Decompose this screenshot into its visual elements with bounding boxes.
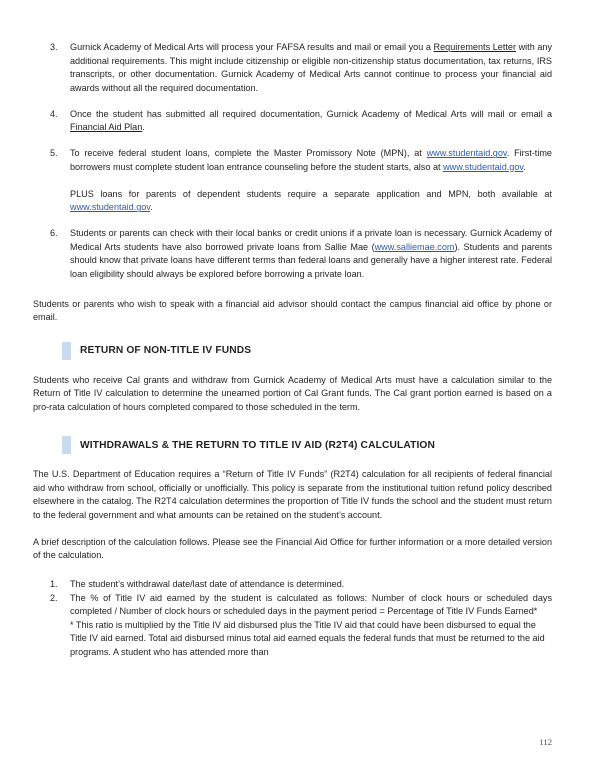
text-run: The student’s withdrawal date/last date of attendance is determined. xyxy=(70,578,345,589)
list-item-text xyxy=(70,592,552,660)
text-run: Students or parents can check with their local banks or credit unions if a private loan is necessary. Gurnick Academy of Medical Arts students have also borrowed private loans from Sallie Mae ( xyxy=(70,228,552,252)
r2t4-paragraph-2: A brief description of the calculation follows. Please see the Financial Aid Office for further information or a more detailed version of the calculation. xyxy=(33,536,552,561)
spacer xyxy=(33,563,552,578)
non-title-iv-paragraph: Students who receive Cal grants and withdraw from Gurnick Academy of Medical Arts must have a calculation similar to the Return of Title IV calculation to determine the unearned portion of Cal Grant funds. The Cal grant portion earned is based on a pro-rata calculation of hours completed compared to those scheduled in the term. xyxy=(33,374,552,412)
spacer xyxy=(33,522,552,535)
list-item xyxy=(33,592,552,660)
r2t4-steps-list xyxy=(33,578,552,659)
text-run: . First-time borrowers must complete student loan entrance counseling before the student starts, also at xyxy=(70,148,552,172)
list-marker: 5. xyxy=(50,148,58,159)
text-run: . xyxy=(150,202,153,213)
spacer xyxy=(33,454,552,468)
salliemae-link[interactable]: www.salliemae.com xyxy=(374,241,455,252)
list-item-text xyxy=(70,578,552,592)
list-marker: 1. xyxy=(50,578,58,589)
list-item xyxy=(33,578,552,592)
r2t4-paragraph-1: The U.S. Department of Education requires a “Return of Title IV Funds” (R2T4) calculation for all recipients of federal financial aid who withdraw from school, officially or unofficially. This policy is separate from the institutional tuition refund policy described elsewhere in the catalog. The R2T4 calculation determines the proportion of Title IV funds the school and the student must return to the federal government and what amounts can be retained on the student’s account. xyxy=(33,469,552,520)
text-run: . xyxy=(142,122,145,133)
text-run: Once the student has submitted all required documentation, Gurnick Academy of Medical Arts will mail or email a xyxy=(70,108,552,119)
section-heading-r2t4 xyxy=(62,436,552,454)
plus-loans-paragraph xyxy=(70,188,552,215)
advisor-paragraph: Students or parents who wish to speak with a financial aid advisor should contact the campus financial aid office by phone or email. xyxy=(33,298,552,323)
text-run: Gurnick Academy of Medical Arts will process your FAFSA results and mail or email you a xyxy=(70,42,434,52)
list-item-text xyxy=(70,108,552,135)
page-number: 112 xyxy=(539,737,552,747)
financial-aid-plan-term: Financial Aid Plan xyxy=(70,122,143,133)
list-item-text xyxy=(70,227,552,281)
studentaid-gov-link[interactable]: www.studentaid.gov xyxy=(443,161,524,172)
section-heading-non-title-iv xyxy=(62,342,552,360)
list-item xyxy=(33,108,552,135)
spacer xyxy=(33,414,552,436)
text-run: ). Students and parents should know that private loans have different terms than federal loans and generally have a higher interest rate. Federal loan eligibility should always be explored before borrowing a private loan. xyxy=(70,241,552,279)
list-item xyxy=(33,41,552,95)
financial-aid-steps-list xyxy=(33,41,552,282)
heading-accent-bar-icon xyxy=(62,436,71,454)
spacer xyxy=(33,282,552,298)
section-heading-label: WITHDRAWALS & THE RETURN TO TITLE IV AID (R2T4) CALCULATION xyxy=(80,439,436,451)
text-run: with any additional requirements. This might include citizenship or eligible non-citizenship status documentation, tax returns, IRS transcripts, or other documentation. Gurnick Academy of Medical Arts cannot continue to process your financial aid awards without all the required documentation. xyxy=(70,42,553,93)
list-item-text xyxy=(70,41,552,95)
studentaid-gov-link[interactable]: www.studentaid.gov xyxy=(70,202,151,213)
heading-accent-bar-icon xyxy=(62,342,71,360)
step-footnote: * This ratio is multiplied by the Title IV aid disbursed plus the Title IV aid that could have been disbursed to equal the Title IV aid earned. Total aid disbursed minus total aid earned equals the federal funds that must be returned to the aid programs. A student who has attended more than xyxy=(70,619,545,657)
requirements-letter-term: Requirements Letter xyxy=(433,42,516,52)
text-run: . xyxy=(523,161,526,172)
list-item xyxy=(33,147,552,215)
list-item xyxy=(33,227,552,281)
studentaid-gov-link[interactable]: www.studentaid.gov xyxy=(426,148,507,159)
text-run: To receive federal student loans, complete the Master Promissory Note (MPN), at xyxy=(70,148,427,159)
section-heading-label: RETURN OF NON-TITLE IV FUNDS xyxy=(80,345,252,357)
list-item-text xyxy=(70,147,552,215)
list-marker: 4. xyxy=(50,108,58,119)
list-marker: 3. xyxy=(50,42,58,52)
list-marker: 6. xyxy=(50,228,58,239)
spacer xyxy=(33,325,552,342)
text-run: PLUS loans for parents of dependent students require a separate application and MPN, both available at xyxy=(70,188,552,199)
text-run: The % of Title IV aid earned by the student is calculated as follows: Number of clock hours or scheduled days completed / Number of clock hours or scheduled days in the payment period = Percentage of Title IV Funds Earned* xyxy=(70,592,552,617)
list-marker: 2. xyxy=(50,592,58,603)
spacer xyxy=(33,360,552,374)
